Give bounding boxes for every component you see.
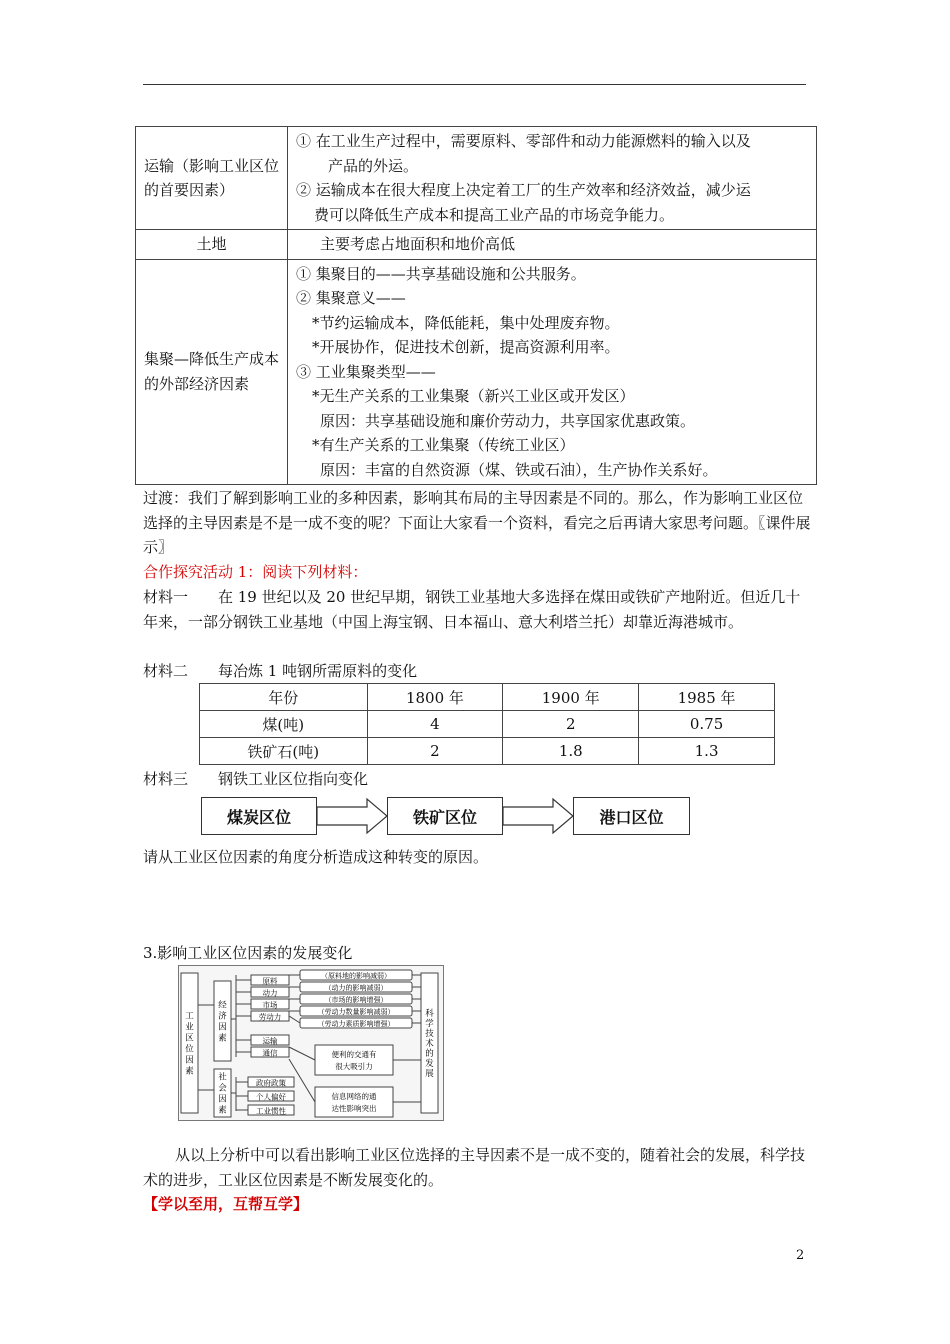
agg-line: 原因：共享基础设施和廉价劳动力，共享国家优惠政策。: [320, 411, 696, 430]
diagram-communication-note: 信息网络的通: [331, 1092, 377, 1101]
table-header-cell: 1800 年: [367, 684, 503, 711]
flow-box-iron: 铁矿区位: [387, 797, 503, 835]
table-header-cell: 1985 年: [639, 684, 775, 711]
agglomeration-cell: [288, 259, 817, 485]
diagram-note: （劳动力素质影响增强）: [317, 1020, 395, 1029]
arrow-right-icon: [317, 797, 389, 835]
table-cell: 铁矿石(吨): [200, 738, 368, 765]
transition-paragraph: 过渡：我们了解到影响工业的多种因素，影响其布局的主导因素是不同的。那么，作为影响工业区位选择的主导因素是不是一成不变的呢？下面让大家看一个资料，看完之后再请大家思考问题。〖课件展示〗: [143, 489, 811, 556]
diagram-social-item: 工业惯性: [256, 1106, 286, 1116]
flow-box-coal: 煤炭区位: [201, 797, 317, 835]
header-rule: [143, 84, 806, 85]
row-label-transport: 运输（影响工业区位的首要因素）: [136, 127, 288, 230]
agg-line: *有生产关系的工业集聚（传统工业区）: [312, 436, 575, 454]
flow-box-port: 港口区位: [573, 797, 690, 835]
table-header-cell: 年份: [200, 684, 368, 711]
table-cell: 1.8: [503, 738, 639, 765]
land-cell: 主要考虑占地面积和地价高低: [288, 230, 817, 260]
agg-line: ① 集聚目的——共享基础设施和公共服务。: [296, 264, 586, 283]
transport-line-2: ② 运输成本在很大程度上决定着工厂的生产效率和经济效益，减少运: [296, 181, 751, 199]
agg-line: 原因：丰富的自然资源（煤、铁或石油），生产协作关系好。: [320, 460, 718, 479]
diagram-science-label: 科学技术的发展: [425, 1009, 434, 1079]
diagram-root-label: 工业区位因素: [185, 1011, 194, 1077]
table-row: [136, 127, 817, 230]
diagram-transport-note: 很大吸引力: [335, 1062, 373, 1071]
diagram-note: （市场的影响增强）: [324, 996, 388, 1005]
section-3-title: 3.影响工业区位因素的发展变化: [143, 944, 353, 962]
transport-line-1b: 产品的外运。: [328, 156, 419, 175]
conclusion-paragraph: 从以上分析中可以看出影响工业区位选择的主导因素不是一成不变的，随着社会的发展，科学技术的进步，工业区位因素是不断发展变化的。: [143, 1146, 806, 1189]
table-cell: 煤(吨): [200, 711, 368, 738]
diagram-econ-item: 原料: [262, 976, 278, 986]
agg-line: ③ 工业集聚类型——: [296, 362, 436, 381]
diagram-econ-label: 经济因素: [218, 1000, 227, 1044]
question-text: 请从工业区位因素的角度分析造成这种转变的原因。: [143, 848, 489, 866]
diagram-econ-item: 通信: [262, 1048, 278, 1058]
diagram-communication-note: 达性影响突出: [331, 1104, 377, 1113]
diagram-econ-item: 市场: [262, 1000, 278, 1010]
table-header-cell: 1900 年: [503, 684, 639, 711]
table-cell: 2: [367, 738, 503, 765]
table-row: [200, 684, 775, 711]
table-row: [200, 711, 775, 738]
table-cell: 4: [367, 711, 503, 738]
table-cell: 2: [503, 711, 639, 738]
page-number: 2: [796, 1248, 805, 1263]
agg-line: ② 集聚意义——: [296, 289, 406, 307]
steel-raw-material-table: [199, 683, 775, 765]
diagram-econ-item: 动力: [262, 988, 278, 998]
learn-heading: 【学以至用，互帮互学】: [143, 1195, 309, 1213]
agg-line: *无生产关系的工业集聚（新兴工业区或开发区）: [312, 387, 635, 405]
agg-line: *开展协作，促进技术创新，提高资源利用率。: [312, 338, 620, 356]
material-3-title: 材料三 钢铁工业区位指向变化: [143, 770, 369, 788]
location-factor-diagram: [178, 965, 444, 1121]
diagram-social-label: 社会因素: [218, 1072, 227, 1116]
diagram-social-item: 个人偏好: [256, 1092, 286, 1102]
table-row: [200, 738, 775, 765]
table-row: [136, 259, 817, 485]
diagram-note: （动力的影响减弱）: [324, 984, 388, 993]
arrow-right-icon: [503, 797, 575, 835]
diagram-note: （原料地的影响减弱）: [321, 972, 391, 981]
table-row: [136, 230, 817, 260]
agg-line: *节约运输成本，降低能耗，集中处理废弃物。: [312, 313, 620, 332]
diagram-transport-note: 便利的交通有: [331, 1050, 377, 1059]
transport-line-2b: 费可以降低生产成本和提高工业产品的市场竞争能力。: [314, 205, 675, 224]
transport-line-1: ① 在工业生产过程中，需要原料、零部件和动力能源燃料的输入以及: [296, 132, 751, 150]
transport-cell: [288, 127, 817, 230]
factor-table: [135, 126, 817, 485]
table-cell: 0.75: [639, 711, 775, 738]
diagram-econ-item: 运输: [262, 1036, 278, 1046]
table-cell: 1.3: [639, 738, 775, 765]
row-label-agglomeration: 集聚—降低生产成本的外部经济因素: [136, 259, 288, 485]
row-label-land: 土地: [136, 230, 288, 260]
diagram-econ-item: 劳动力: [258, 1012, 282, 1022]
activity-title: 合作探究活动 1：阅读下列材料：: [143, 563, 368, 581]
material-2-title: 材料二 每冶炼 1 吨钢所需原料的变化: [143, 662, 418, 680]
diagram-note: （劳动力数量影响减弱）: [317, 1008, 395, 1017]
diagram-social-item: 政府政策: [256, 1078, 286, 1088]
material-1: 材料一 在 19 世纪以及 20 世纪早期，钢铁工业基地大多选择在煤田或铁矿产地附近。但近几十年来，一部分钢铁工业基地（中国上海宝钢、日本福山、意大利塔兰托）却靠近海港城市。: [143, 588, 801, 631]
